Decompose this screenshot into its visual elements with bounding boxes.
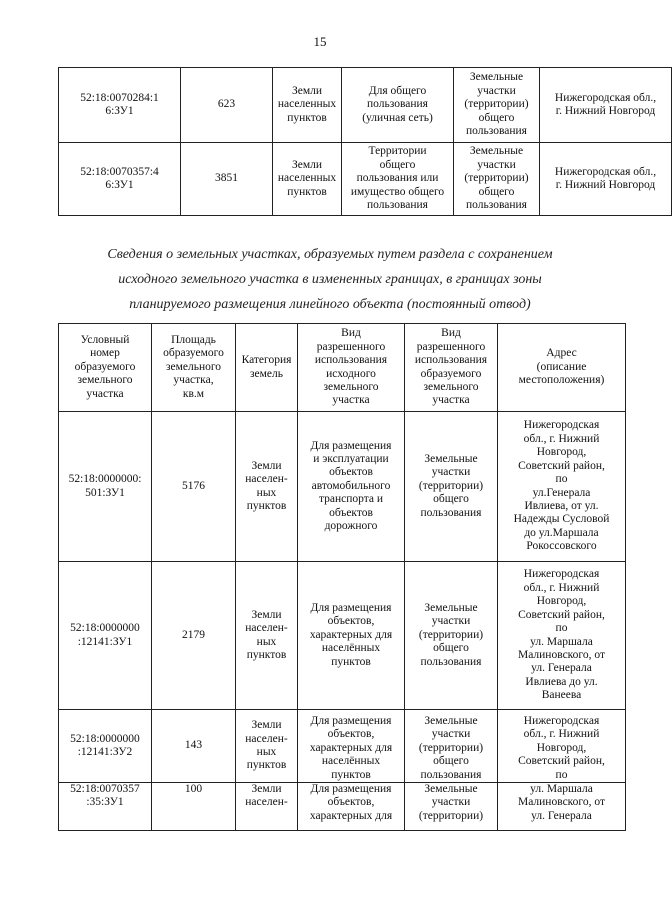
cell-line: Земельные [424, 601, 478, 614]
cell-line: 6:ЗУ1 [105, 179, 134, 191]
cell-line: характерных для [309, 628, 393, 641]
cell-line: :12141:ЗУ1 [77, 635, 133, 648]
cell-line: Новгород, [536, 741, 587, 754]
column-header [152, 324, 236, 412]
cell-value: 100 [184, 783, 203, 795]
cell-line: кв.м [182, 387, 205, 400]
cell-line: населённых [321, 642, 381, 655]
cell-line: объектов [329, 466, 373, 479]
heading-line: Сведения о земельных участках, образуемых путем раздела с сохранением [107, 247, 553, 262]
cell-line: пунктов [246, 499, 287, 512]
cell-line: 52:18:0070357:4 [80, 165, 159, 178]
address-cell [540, 143, 672, 216]
table-row [59, 562, 626, 710]
cell-line: Земли [291, 158, 323, 171]
cell-line: Земельные [424, 714, 478, 727]
cell-line: :35:ЗУ1 [86, 796, 124, 809]
cell-value: 5176 [182, 479, 205, 492]
cell-line: г. Нижний Новгород [555, 105, 656, 117]
cell-line: участки [477, 158, 516, 171]
cell-line: :12141:ЗУ2 [77, 746, 133, 758]
cell-line: 52:18:0070284:1 [80, 91, 159, 104]
cell-line: Для размещения [310, 439, 392, 452]
table-row [59, 68, 672, 143]
cell-line: участки [477, 84, 516, 97]
cell-line: населен- [245, 732, 288, 745]
address-cell [498, 783, 626, 831]
category-cell [236, 412, 298, 562]
cell-line: Рокоссовского [526, 540, 597, 553]
cell-line: ул. Маршала [530, 635, 593, 648]
cell-line: населен- [245, 473, 288, 486]
use-formed-cell [405, 412, 498, 562]
cell-line: участка, [173, 374, 214, 387]
cell-line: объектов [329, 506, 373, 519]
use-formed-cell [405, 710, 498, 783]
cell-line: Советский район, [518, 755, 605, 768]
cell-line: г. Нижний Новгород [555, 179, 656, 191]
cell-line: общего [433, 493, 469, 506]
cell-line: номер [90, 347, 120, 360]
heading-line: исходного земельного участка в измененных границах, в границах зоны [118, 272, 542, 287]
cell-line: земельного [423, 380, 479, 393]
section-heading [40, 242, 620, 317]
cell-value: 623 [217, 98, 236, 111]
cell-line: пунктов [287, 111, 327, 124]
use-original-cell [342, 68, 454, 143]
cell-line: Ивлиева, от ул. [524, 499, 599, 512]
cell-line: 52:18:0000000: [68, 473, 142, 486]
area-cell [181, 68, 273, 143]
cell-line: (описание [536, 360, 587, 373]
cell-line: транспорта и [318, 493, 384, 506]
cell-line: земель [249, 367, 283, 380]
cell-line: населен- [245, 622, 288, 635]
cell-line: 52:18:0000000 [70, 622, 140, 635]
use-original-cell [298, 710, 405, 783]
cell-line: Площадь [171, 333, 216, 346]
column-header [236, 324, 298, 412]
cell-line: участка [86, 387, 124, 400]
table-row [59, 710, 626, 783]
cell-line: населенных [277, 98, 337, 111]
column-header [59, 324, 152, 412]
area-cell [152, 710, 236, 783]
address-cell [540, 68, 672, 143]
cell-line: по [555, 473, 568, 486]
category-cell [236, 710, 298, 783]
cell-line: использования [414, 354, 488, 367]
cell-line: населенных [277, 172, 337, 185]
cell-line: пользования или [356, 172, 439, 185]
cell-line: обл., г. Нижний [523, 728, 600, 741]
cell-line: ул. Генерала [531, 809, 592, 822]
column-header [405, 324, 498, 412]
cadastral-number-cell [59, 143, 181, 216]
cell-line: Земельные [424, 783, 478, 795]
use-formed-cell [454, 68, 540, 143]
cadastral-number-cell [59, 412, 152, 562]
address-cell [498, 710, 626, 783]
cell-line: Для размещения [310, 714, 392, 727]
cell-line: (территории) [418, 809, 484, 822]
cell-line: пользования [420, 506, 482, 519]
cell-line: ных [256, 635, 277, 648]
header-row [59, 324, 626, 412]
cell-line: земельного [165, 360, 222, 373]
cell-line: (территории) [464, 98, 529, 111]
cell-line: Земли [251, 459, 282, 472]
cell-line: Советский район, [518, 459, 605, 472]
cell-line: по [555, 622, 568, 635]
cell-line: местоположения) [518, 374, 605, 387]
cell-line: разрешенного [416, 340, 486, 353]
cell-line: разрешенного [316, 340, 386, 353]
cell-line: (территории) [418, 741, 484, 754]
table-row [59, 143, 672, 216]
cell-line: и эксплуатации [313, 452, 389, 465]
cell-line: (территории) [464, 172, 529, 185]
cell-line: Для общего [368, 84, 427, 97]
cell-line: Для размещения [310, 601, 392, 614]
table-row [59, 783, 626, 831]
cell-line: Нижегородская обл., [554, 165, 657, 178]
cell-line: 501:ЗУ1 [85, 486, 125, 499]
cell-line: объектов, [327, 615, 375, 628]
cadastral-number-cell [59, 783, 152, 831]
cell-value: 143 [184, 739, 203, 752]
cell-line: пунктов [287, 185, 327, 198]
use-formed-cell [405, 562, 498, 710]
cell-line: Земельные [469, 71, 524, 84]
address-cell [498, 562, 626, 710]
cell-line: (уличная сеть) [362, 111, 433, 124]
cell-line: Малиновского, от [517, 796, 605, 809]
formed-parcels-table [58, 323, 626, 831]
category-cell [236, 783, 298, 831]
area-cell [152, 412, 236, 562]
cell-line: (территории) [418, 479, 484, 492]
cell-line: характерных для [309, 741, 393, 754]
cell-line: общего [478, 111, 515, 124]
use-formed-cell [405, 783, 498, 831]
use-original-cell [298, 412, 405, 562]
cell-line: Новгород, [536, 595, 587, 608]
cell-line: пунктов [246, 648, 287, 661]
column-header [498, 324, 626, 412]
cell-line: пользования [420, 655, 482, 668]
cell-line: использования [314, 354, 388, 367]
cell-line: Нижегородская [523, 714, 600, 727]
cell-line: имущество общего [350, 185, 445, 198]
cell-line: ных [256, 486, 277, 499]
cell-line: Ванеева [541, 689, 582, 702]
cell-line: пользования [367, 98, 428, 111]
cell-line: Земельные [469, 145, 524, 158]
cell-line: Вид [341, 327, 361, 340]
parcels-table-continued [58, 67, 672, 216]
cell-line: пользования [466, 125, 527, 138]
cell-value: 3851 [215, 172, 238, 185]
category-cell [273, 143, 342, 216]
cell-line: Земельные [424, 452, 478, 465]
use-original-cell [298, 562, 405, 710]
cell-line: Нижегородская [523, 568, 600, 581]
cadastral-number-cell [59, 562, 152, 710]
cell-line: исходного [326, 367, 376, 380]
address-cell [498, 412, 626, 562]
cell-line: объектов, [327, 728, 375, 741]
heading-line: планируемого размещения линейного объекта (постоянный отвод) [129, 297, 531, 312]
cell-line: Надежды Сусловой [513, 513, 610, 526]
cell-line: ул.Генерала [532, 486, 591, 499]
cell-line: (территории) [418, 628, 484, 641]
cell-line: участки [431, 466, 471, 479]
cell-line: образуемого [420, 367, 482, 380]
cell-line: характерных для [309, 809, 393, 822]
cell-line: Земли [251, 783, 282, 795]
cell-line: участки [431, 615, 471, 628]
cell-line: Земли [291, 84, 323, 97]
area-cell [152, 783, 236, 831]
cell-line: участка [432, 394, 470, 407]
cell-line: пунктов [331, 655, 371, 668]
cell-line: образуемого [163, 347, 224, 360]
cell-line: ул. Маршала [530, 783, 593, 795]
cell-line: ул. Генерала [531, 662, 592, 675]
cell-line: пунктов [246, 759, 287, 772]
cell-line: Советский район, [518, 608, 605, 621]
cell-line: населен- [245, 796, 288, 809]
cell-line: по [555, 768, 568, 781]
cell-line: Условный [80, 333, 130, 346]
use-original-cell [342, 143, 454, 216]
cell-line: земельного [77, 374, 133, 387]
cell-line: Для размещения [310, 783, 392, 795]
cell-line: 52:18:0000000 [70, 732, 140, 745]
cadastral-number-cell [59, 68, 181, 143]
category-cell [236, 562, 298, 710]
cell-line: 6:ЗУ1 [105, 105, 134, 117]
cell-line: пользования [367, 199, 428, 212]
cell-line: общего [433, 755, 469, 768]
cadastral-number-cell [59, 710, 152, 783]
cell-line: обл., г. Нижний [523, 581, 600, 594]
cell-value: 2179 [182, 628, 205, 641]
cell-line: автомобильного [311, 479, 391, 492]
cell-line: Земли [251, 608, 282, 621]
cell-line: Нижегородская обл., [554, 91, 657, 104]
cell-line: объектов, [327, 796, 375, 809]
cell-line: Земли [251, 719, 282, 732]
column-header [298, 324, 405, 412]
cell-line: общего [379, 158, 416, 171]
area-cell [181, 143, 273, 216]
cell-line: Вид [441, 327, 461, 340]
cell-line: образуемого [74, 360, 136, 373]
cell-line: 52:18:0070357 [70, 783, 140, 795]
use-original-cell [298, 783, 405, 831]
area-cell [152, 562, 236, 710]
table-row [59, 412, 626, 562]
cell-line: ных [256, 746, 277, 758]
page-number: 15 [313, 34, 327, 49]
cell-line: земельного [323, 380, 379, 393]
cell-line: Территории [368, 145, 427, 158]
cell-line: общего [433, 642, 469, 655]
cell-line: общего [478, 185, 515, 198]
cell-line: пользования [466, 199, 527, 212]
cell-line: дорожного [324, 520, 378, 533]
cell-line: до ул.Маршала [524, 526, 599, 539]
cell-line: Адрес [546, 347, 577, 360]
cell-line: Нижегородская [523, 419, 600, 432]
category-cell [273, 68, 342, 143]
cell-line: населённых [321, 755, 381, 768]
cell-line: обл., г. Нижний [523, 432, 600, 445]
cell-line: пунктов [331, 768, 371, 781]
cell-line: участки [431, 796, 471, 809]
cell-line: Категория [241, 354, 292, 367]
cell-line: участка [332, 394, 370, 407]
cell-line: Новгород, [536, 446, 587, 459]
cell-line: Малиновского, от [517, 648, 605, 661]
use-formed-cell [454, 143, 540, 216]
cell-line: Ивлиева до ул. [525, 675, 598, 688]
cell-line: пользования [420, 768, 482, 781]
cell-line: участки [431, 728, 471, 741]
